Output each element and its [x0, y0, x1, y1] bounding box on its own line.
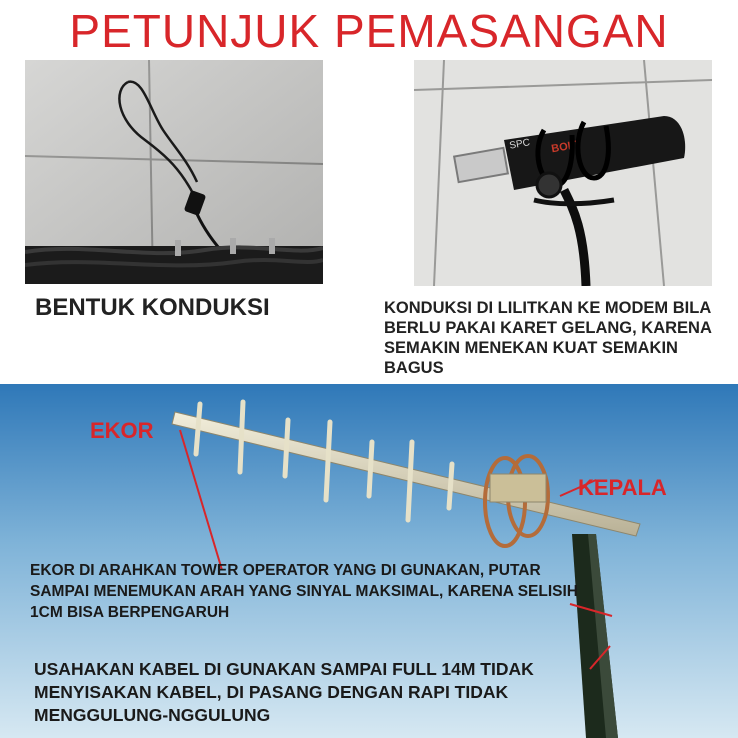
caption-conduction-wrap: KONDUKSI DI LILITKAN KE MODEM BILA BERLU PAKAI KARET GELANG, KARENA SEMAKIN MENEKAN KUAT SEMAKIN BAGUS	[384, 299, 712, 377]
caption-conduction-shape: BENTUK KONDUKSI	[35, 294, 270, 321]
conduction-cable-photo	[25, 60, 323, 284]
tail-label: EKOR	[90, 418, 154, 443]
modem-wrap-photo	[414, 60, 712, 286]
modem-brand-text: SPC	[508, 137, 531, 152]
modem-label-text: BOLT	[550, 138, 582, 156]
aim-instruction: EKOR DI ARAHKAN TOWER OPERATOR YANG DI GUNAKAN, PUTAR SAMPAI MENEMUKAN ARAH YANG SINYAL MAKSIMAL, KARENA SELISIH 1CM BISA BERPENGARUH	[30, 562, 579, 621]
cable-instruction: USAHAKAN KABEL DI GUNAKAN SAMPAI FULL 14M TIDAK MENYISAKAN KABEL, DI PASANG DENGAN RAPI TIDAK MENGGULUNG-NGGULUNG	[34, 659, 534, 725]
head-label: KEPALA	[578, 475, 667, 500]
page-title: PETUNJUK PEMASANGAN	[69, 5, 669, 57]
